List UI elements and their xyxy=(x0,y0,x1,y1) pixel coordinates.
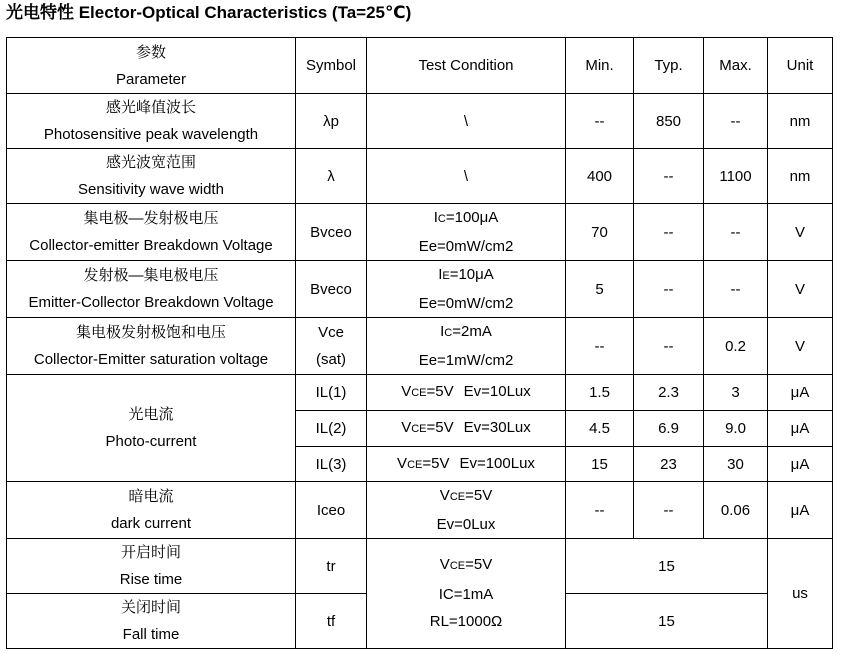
parameter-cell xyxy=(7,375,296,482)
condition-subscript: CE xyxy=(411,387,427,399)
typ-cell: -- xyxy=(634,261,704,318)
typ-cell: 23 xyxy=(634,447,704,482)
condition-line: IC=1mA xyxy=(438,585,494,603)
symbol-cell: λ xyxy=(296,149,367,204)
header-min: Min. xyxy=(566,38,634,94)
condition-cell: \ xyxy=(367,149,566,204)
min-cell: 400 xyxy=(566,149,634,204)
parameter-en: Sensitivity wave width xyxy=(78,181,224,198)
unit-cell: V xyxy=(768,204,833,261)
parameter-en: dark current xyxy=(110,515,192,532)
min-cell: 5 xyxy=(566,261,634,318)
condition-line xyxy=(369,318,563,347)
unit-cell: V xyxy=(768,318,833,375)
condition-subscript: CE xyxy=(411,423,427,435)
symbol-cell: Bvceo xyxy=(296,204,367,261)
symbol-line: (sat) xyxy=(316,351,346,368)
typ-cell: 850 xyxy=(634,94,704,149)
parameter-cell xyxy=(7,261,296,318)
parameter-cn: 感光峰值波长 xyxy=(105,99,196,116)
condition-subscript: C xyxy=(444,327,453,339)
unit-cell: μA xyxy=(768,482,833,539)
unit-cell: μA xyxy=(768,375,833,411)
condition-suffix: =100μA xyxy=(445,209,499,226)
header-unit: Unit xyxy=(768,38,833,94)
symbol-cell: IL(3) xyxy=(296,447,367,482)
header-parameter-cell xyxy=(7,38,296,94)
condition-cell xyxy=(367,447,566,482)
header-parameter-cn: 参数 xyxy=(135,43,166,61)
condition-line xyxy=(369,551,563,581)
unit-cell: μA xyxy=(768,447,833,482)
parameter-en: Photo-current xyxy=(105,433,197,450)
typ-cell: -- xyxy=(634,204,704,261)
max-cell: 0.2 xyxy=(704,318,768,375)
min-cell: -- xyxy=(566,94,634,149)
parameter-cn: 集电极发射极饱和电压 xyxy=(75,324,226,341)
condition-prefix: V xyxy=(439,556,450,574)
condition-prefix: V xyxy=(401,383,412,400)
unit-cell: nm xyxy=(768,149,833,204)
typ-cell: 2.3 xyxy=(634,375,704,411)
parameter-cn: 暗电流 xyxy=(128,488,174,505)
parameter-cell xyxy=(7,318,296,375)
condition-subscript: CE xyxy=(449,491,466,503)
parameter-cn: 发射极—集电极电压 xyxy=(83,267,219,284)
condition-suffix: =2mA xyxy=(452,323,492,340)
condition-line xyxy=(369,482,563,511)
row-saturation-voltage xyxy=(7,318,833,375)
condition-line: RL=1000Ω xyxy=(429,613,503,631)
parameter-cell xyxy=(7,204,296,261)
parameter-cell xyxy=(7,594,296,649)
symbol-cell: Bveco xyxy=(296,261,367,318)
condition-subscript: C xyxy=(437,213,446,225)
condition-cell xyxy=(367,539,566,649)
parameter-cn: 感光波宽范围 xyxy=(105,154,196,171)
max-cell: 9.0 xyxy=(704,411,768,447)
condition-suffix: =5V xyxy=(465,556,493,574)
condition-cell: \ xyxy=(367,94,566,149)
symbol-cell: tr xyxy=(296,539,367,594)
symbol-cell: IL(2) xyxy=(296,411,367,447)
condition-cell xyxy=(367,482,566,539)
condition-prefix: I xyxy=(440,323,445,340)
max-cell: -- xyxy=(704,204,768,261)
header-parameter-en: Parameter xyxy=(115,70,187,88)
section-title: 光电特性 Elector-Optical Characteristics (Ta=25℃) xyxy=(6,3,412,22)
min-cell: 1.5 xyxy=(566,375,634,411)
unit-cell: nm xyxy=(768,94,833,149)
parameter-cell xyxy=(7,539,296,594)
condition-subscript: CE xyxy=(407,458,423,471)
condition-prefix: V xyxy=(401,419,412,436)
condition-subscript: E xyxy=(442,270,450,282)
condition-suffix: =5V xyxy=(422,454,450,472)
max-cell: -- xyxy=(704,261,768,318)
condition-line xyxy=(369,204,563,233)
row-peak-wavelength xyxy=(7,94,833,149)
condition-cell xyxy=(367,204,566,261)
symbol-cell: IL(1) xyxy=(296,375,367,411)
condition-suffix: =5V xyxy=(426,383,454,400)
min-cell: 4.5 xyxy=(566,411,634,447)
value-cell: 15 xyxy=(566,539,768,594)
unit-cell: V xyxy=(768,261,833,318)
header-typ: Typ. xyxy=(634,38,704,94)
header-row xyxy=(7,38,833,94)
condition-cell xyxy=(367,375,566,411)
value-cell: 15 xyxy=(566,594,768,649)
parameter-en: Rise time xyxy=(119,571,183,588)
row-collector-emitter-breakdown xyxy=(7,204,833,261)
row-dark-current xyxy=(7,482,833,539)
condition-illuminance: Ev=10Lux xyxy=(463,383,531,400)
symbol-cell: λp xyxy=(296,94,367,149)
parameter-cn: 光电流 xyxy=(128,406,174,423)
condition-prefix: I xyxy=(438,266,443,283)
parameter-cn: 关闭时间 xyxy=(120,599,181,616)
parameter-en: Collector-Emitter saturation voltage xyxy=(33,351,269,368)
min-cell: -- xyxy=(566,318,634,375)
condition-line xyxy=(369,261,563,290)
min-cell: -- xyxy=(566,482,634,539)
condition-suffix: =5V xyxy=(465,487,493,504)
parameter-en: Photosensitive peak wavelength xyxy=(43,126,259,143)
condition-subscript: CE xyxy=(449,560,466,573)
typ-cell: 6.9 xyxy=(634,411,704,447)
parameter-cell xyxy=(7,149,296,204)
row-emitter-collector-breakdown xyxy=(7,261,833,318)
min-cell: 70 xyxy=(566,204,634,261)
max-cell: 0.06 xyxy=(704,482,768,539)
symbol-cell: tf xyxy=(296,594,367,649)
condition-prefix: V xyxy=(397,454,408,472)
unit-cell: μA xyxy=(768,411,833,447)
symbol-line: Vce xyxy=(318,324,344,341)
header-symbol: Symbol xyxy=(296,38,367,94)
parameter-en: Fall time xyxy=(122,626,180,643)
condition-suffix: =10μA xyxy=(449,266,494,283)
electro-optical-characteristics-table xyxy=(6,37,833,649)
header-max: Max. xyxy=(704,38,768,94)
header-test-condition: Test Condition xyxy=(367,38,566,94)
condition-cell xyxy=(367,261,566,318)
row-rise-time xyxy=(7,539,833,594)
condition-prefix: V xyxy=(439,487,450,504)
typ-cell: -- xyxy=(634,482,704,539)
condition-cell xyxy=(367,318,566,375)
max-cell: -- xyxy=(704,94,768,149)
unit-cell: us xyxy=(768,539,833,649)
typ-cell: -- xyxy=(634,149,704,204)
condition-illuminance: Ev=100Lux xyxy=(459,454,535,472)
condition-suffix: =5V xyxy=(426,419,454,436)
typ-cell: -- xyxy=(634,318,704,375)
row-photo-current-1 xyxy=(7,375,833,411)
condition-cell xyxy=(367,411,566,447)
min-cell: 15 xyxy=(566,447,634,482)
condition-illuminance: Ev=30Lux xyxy=(463,419,531,436)
parameter-en: Emitter-Collector Breakdown Voltage xyxy=(28,294,274,311)
parameter-cn: 开启时间 xyxy=(120,544,181,561)
condition-line: Ee=1mW/cm2 xyxy=(418,352,514,369)
condition-line: Ee=0mW/cm2 xyxy=(418,295,514,312)
condition-prefix: I xyxy=(433,209,438,226)
max-cell: 1100 xyxy=(704,149,768,204)
row-wave-width xyxy=(7,149,833,204)
condition-line: Ev=0Lux xyxy=(436,516,496,533)
condition-line: Ee=0mW/cm2 xyxy=(418,238,514,255)
parameter-cn: 集电极—发射极电压 xyxy=(83,210,219,227)
max-cell: 3 xyxy=(704,375,768,411)
parameter-en: Collector-emitter Breakdown Voltage xyxy=(29,237,273,254)
symbol-cell xyxy=(296,318,367,375)
parameter-cell xyxy=(7,482,296,539)
parameter-cell xyxy=(7,94,296,149)
symbol-cell: Iceo xyxy=(296,482,367,539)
max-cell: 30 xyxy=(704,447,768,482)
